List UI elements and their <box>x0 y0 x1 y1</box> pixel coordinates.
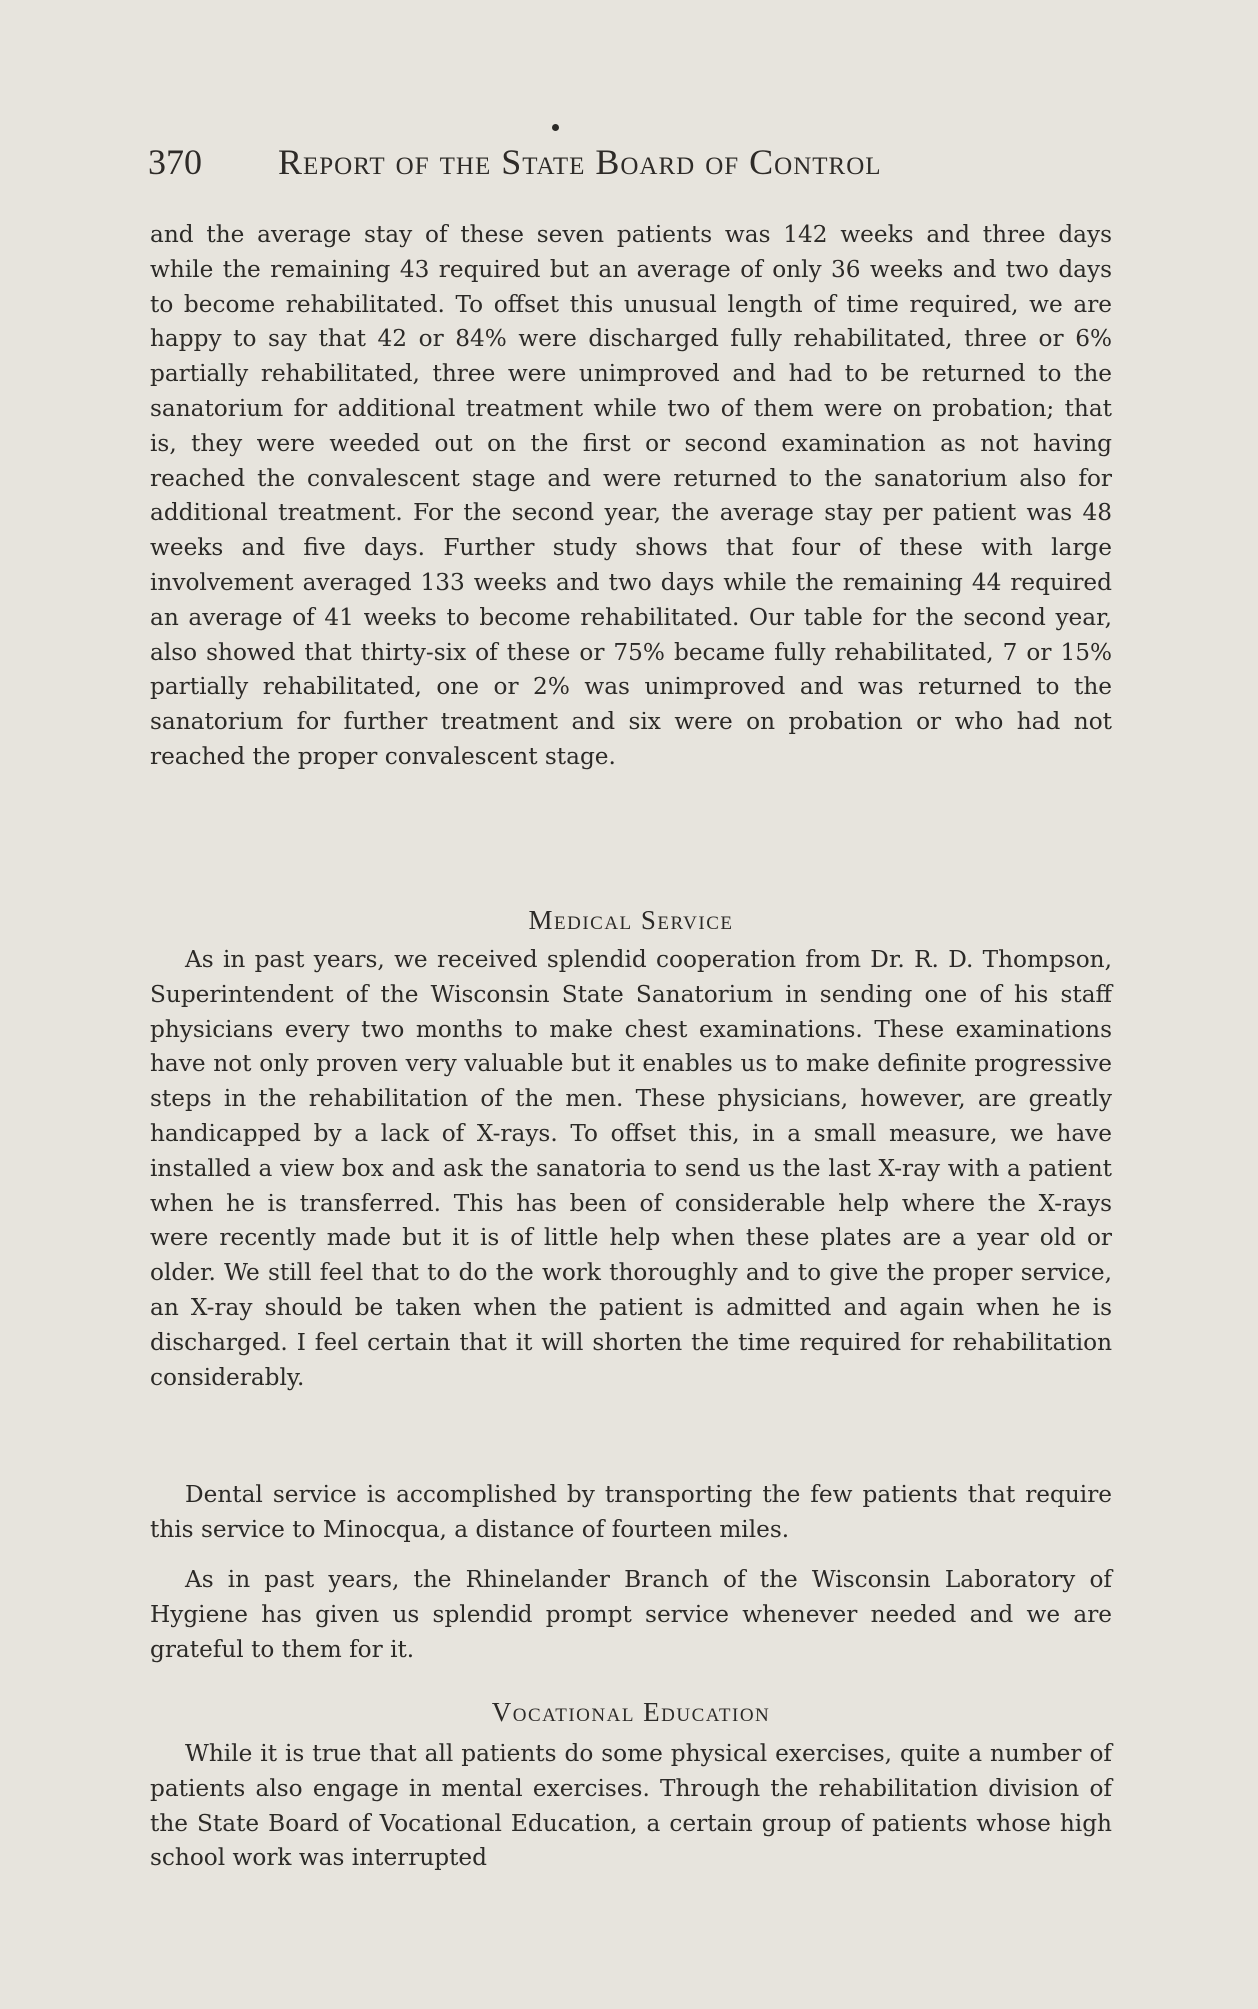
paragraph-dental-service: Dental service is accomplished by transporting the few patients that require this service to Minocqua, a distance of fourteen miles. <box>150 1481 1112 1543</box>
paragraph-medical-service: As in past years, we received splendid cooperation from Dr. R. D. Thompson, Superintendent of the Wisconsin State Sanatorium in sending one of his staff physicians every two months to make chest examinations. These examinations have not only proven very valuable but it enables us to make definite progressive steps in the rehabilitation of the men. These physicians, however, are greatly handicapped by a lack of X-rays. To offset this, in a small measure, we have installed a view box and ask the sanatoria to send us the last X-ray with a patient when he is transferred. This has been of considerable help where the X-rays were recently made but it is of little help when these plates are a year old or older. We still feel that to do the work thoroughly and to give the proper service, an X-ray should be taken when the patient is admitted and again when he is discharged. I feel certain that it will shorten the time required for rehabilitation considerably. <box>150 946 1112 1391</box>
paragraph-laboratory-service: As in past years, the Rhinelander Branch of the Wisconsin Laboratory of Hygiene has given us splendid prompt service whenever needed and we are grateful to them for it. <box>150 1566 1112 1663</box>
paragraph-rehabilitation-stats: and the average stay of these seven patients was 142 weeks and three days while the remaining 43 required but an average of only 36 weeks and two days to become rehabilitated. To offset this unusual length of time required, we are happy to say that 42 or 84% were discharged fully rehabilitated, three or 6% partially rehabilitated, three were unimproved and had to be returned to the sanatorium for additional treatment while two of them were on probation; that is, they were weeded out on the first or second examination as not having reached the convalescent stage and were returned to the sanatorium also for additional treatment. For the second year, the average stay per patient was 48 weeks and five days. Further study shows that four of these with large involvement averaged 133 weeks and two days while the remaining 44 required an average of 41 weeks to become rehabilitated. Our table for the second year, also showed that thirty-six of these or 75% became fully rehabilitated, 7 or 15% partially rehabilitated, one or 2% was unimproved and was returned to the sanatorium for further treatment and six were on probation or who had not reached the proper convalescent stage. <box>150 221 1112 770</box>
running-head <box>148 140 1108 184</box>
page-number: 370 <box>148 142 202 182</box>
paragraph-vocational-education: While it is true that all patients do some physical exercises, quite a number of patients also engage in mental exercises. Through the rehabilitation division of the State Board of Vocational Education, a certain group of patients whose high school work was interrupted <box>150 1740 1112 1872</box>
section-heading-medical-service: Medical Service <box>528 905 734 935</box>
section-heading-vocational-education: Vocational Education <box>491 1697 771 1727</box>
printer-mark <box>552 124 559 131</box>
running-title: Report of the State Board of Control <box>278 142 882 182</box>
